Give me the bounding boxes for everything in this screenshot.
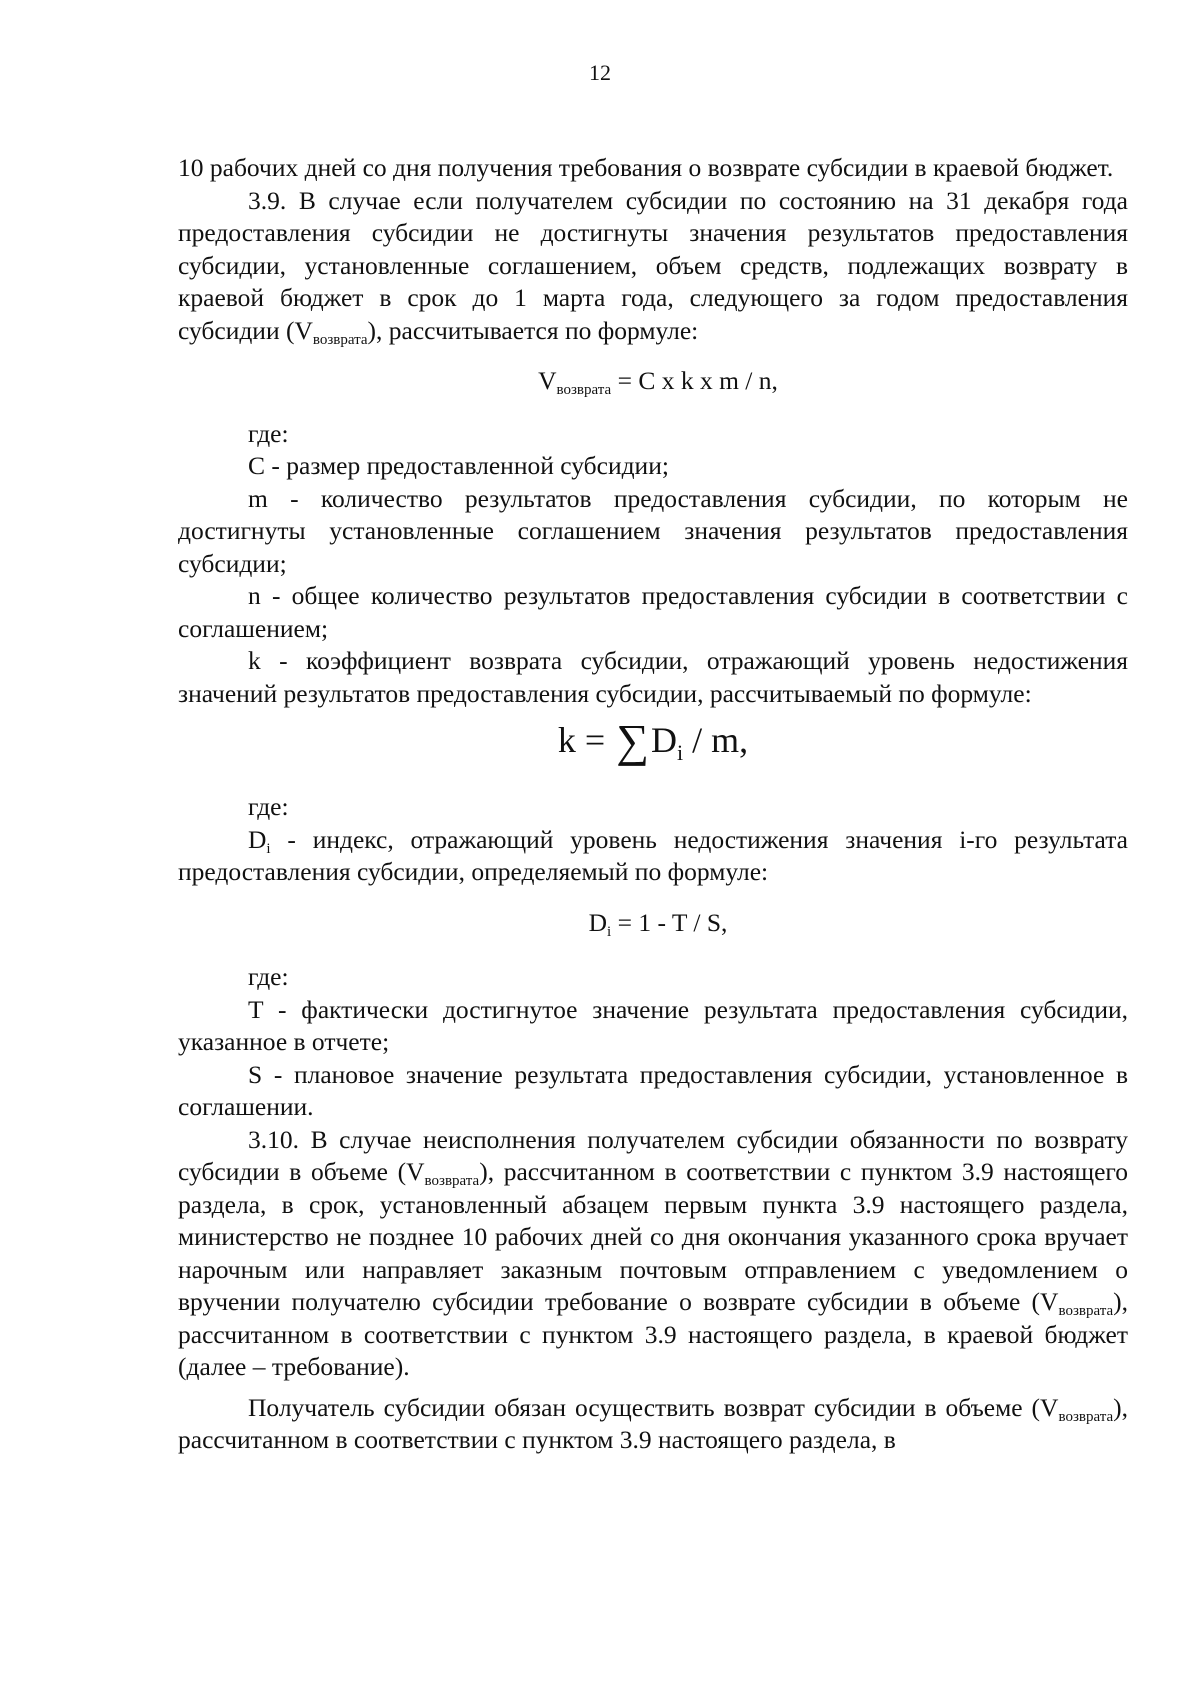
paragraph-3-10-part-a: 3.10. В случае неисполнения получателем субсидии обязанности по возврату субсидии в объеме (V (178, 1124, 1128, 1186)
definition-t: T - фактически достигнутое значение результата предоставления субсидии, указанное в отчете; (178, 994, 1128, 1056)
v-subscript: возврата (1058, 1408, 1114, 1425)
formula-di-subscript: i (607, 923, 612, 940)
paragraph-3-10-part-c: ), рассчитанном в соответствии с пунктом 3.9 настоящего раздела, в краевой бюджет (далее – требование). (178, 1287, 1128, 1381)
formula-v-subscript: возврата (556, 382, 612, 398)
paragraph-3-10 (178, 1124, 1128, 1384)
v-subscript: возврата (1058, 1303, 1114, 1319)
definition-di-symbol: D (248, 824, 267, 854)
formula-k-subscript: i (676, 740, 684, 765)
v-subscript: возврата (312, 331, 368, 348)
formula-di (178, 907, 1128, 940)
formula-di-d: D (588, 907, 608, 937)
paragraph-recipient-part-b: ), рассчитанном в соответствии с пунктом 3.9 настоящего раздела, в (178, 1392, 1128, 1454)
formula-k (178, 715, 1128, 766)
paragraph-3-10-part-b: ), рассчитанном в соответствии с пунктом 3.9 настоящего раздела, в срок, установленный абзацем первым пункта 3.9 настоящего раздела, министерство не позднее 10 рабочих дней со дня окончания указанного срока вручает нарочным или направляет заказным почтовым отправлением с уведомлением о вручении получателю субсидии требование о возврате субсидии в объеме (V (178, 1157, 1128, 1316)
document-body (178, 152, 1128, 1457)
paragraph-3-9 (178, 185, 1128, 348)
where-label: где: (248, 418, 289, 448)
definition-k: k - коэффициент возврата субсидии, отражающий уровень недостижения значений результатов предоставления субсидии, рассчитываемый по формуле: (178, 646, 1128, 708)
where-label: где: (248, 792, 289, 821)
formula-v-return (178, 365, 1128, 398)
page-number: 12 (589, 60, 611, 85)
formula-v-symbol: V (538, 366, 557, 395)
definition-c: С - размер предоставленной субсидии; (248, 451, 669, 480)
definition-di (178, 824, 1128, 889)
formula-k-lhs: k = (557, 720, 615, 760)
paragraph-3-9-tail: ), рассчитывается по формуле: (367, 315, 699, 345)
formula-di-rest: = 1 - T / S, (611, 907, 728, 937)
where-label: где: (248, 962, 289, 991)
definition-n: n - общее количество результатов предоставления субсидии в соответствии с соглашением; (178, 581, 1128, 643)
formula-k-rest: / m, (683, 720, 749, 760)
definition-s: S - плановое значение результата предоставления субсидии, установленное в соглашении. (178, 1059, 1128, 1121)
formula-v-expression: = С х k х m / n, (611, 366, 778, 395)
definition-m: m - количество результатов предоставления субсидии, по которым не достигнуты установленные соглашением значения результатов предоставления субсидии; (178, 483, 1128, 578)
definition-di-subscript: i (266, 840, 271, 857)
sum-symbol: ∑ (616, 715, 649, 766)
formula-k-d: D (650, 720, 677, 760)
paragraph-continuation: 10 рабочих дней со дня получения требования о возврате субсидии в краевой бюджет. (178, 153, 1114, 182)
paragraph-recipient-obligation (178, 1392, 1128, 1457)
paragraph-3-9-text: 3.9. В случае если получателем субсидии по состоянию на 31 декабря года предоставления субсидии не достигнуты значения результатов предоставления субсидии, установленные соглашением, объем средств, подлежащих возврату в краевой бюджет в срок до 1 марта года, следующего за годом предоставления субсидии (V (178, 185, 1128, 345)
definition-di-text: - индекс, отражающий уровень недостижения значения i-го результата предоставления субсидии, определяемый по формуле: (178, 824, 1128, 886)
paragraph-recipient-part-a: Получатель субсидии обязан осуществить возврат субсидии в объеме (V (248, 1392, 1059, 1422)
v-subscript: возврата (424, 1173, 480, 1189)
